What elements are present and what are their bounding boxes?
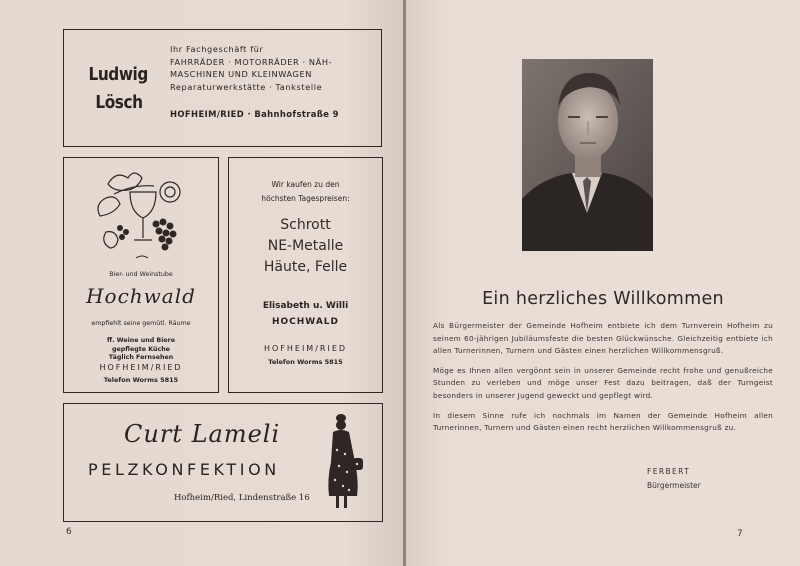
letter-paragraph: In diesem Sinne rufe ich nochmals im Namen der Gemeinde Hofheim allen Turnerinnen, Turnern und Gästen einen recht herzlichen Willkommensgruß zu. — [433, 410, 773, 433]
ad-hochwald-weinstube — [63, 157, 219, 393]
ad-goods-item: Schrott — [280, 217, 331, 233]
ad-subtitle: Bier- und Weinstube — [109, 271, 173, 278]
ad-line: Reparaturwerkstätte · Tankstelle — [170, 81, 323, 92]
ad-business-name: Curt Lameli — [124, 420, 281, 448]
signature-title: Bürgermeister — [647, 481, 701, 490]
ad-address: Hofheim/Ried, Lindenstraße 16 — [174, 493, 310, 503]
letter-paragraph: Als Bürgermeister der Gemeinde Hofheim entbiete ich dem Turnverein Hofheim zu seinem 60-jährigen Jubiläumsfeste die besten Glückwünsche. Gleichzeitig entbiete ich allen Turnerinnen, Turnern und Gästen einen herzlichen Willkommensgruß. — [433, 321, 773, 356]
ad-phone: Telefon Worms 5815 — [268, 358, 343, 366]
ad-city: HOFHEIM/RIED — [99, 363, 183, 372]
welcome-letter — [433, 320, 773, 442]
ad-city: HOFHEIM/RIED — [263, 344, 348, 353]
ad-owner-surname: HOCHWALD — [271, 317, 339, 327]
ad-ludwig-loesch — [63, 29, 382, 147]
page-number: 6 — [66, 527, 72, 537]
ad-business-type: PELZKONFEKTION — [88, 460, 280, 479]
right-page — [406, 0, 800, 566]
ad-owner — [229, 298, 382, 330]
ad-feature: gepflegte Küche — [112, 346, 170, 353]
ad-line: höchsten Tagespreisen: — [261, 194, 350, 203]
wine-glass-grapes-icon — [90, 164, 186, 268]
letter-paragraph: Möge es Ihnen allen vergönnt sein in unserer Gemeinde recht frohe und genußreiche Stunden zu verleben und möge unser Fest dazu beitragen, daß der Turngeist besonders in unserer Jugend geweckt und gepflegt wird. — [433, 365, 773, 400]
ad-goods-item: Häute, Felle — [263, 259, 348, 275]
mayor-portrait-photo — [522, 59, 653, 251]
ad-line: MASCHINEN UND KLEINWAGEN — [170, 69, 312, 79]
ad-tagline: empfiehlt seine gemütl. Räume — [91, 320, 191, 327]
ad-feature: Täglich Fernsehen — [108, 354, 174, 361]
ad-feature: ff. Weine und Biere — [106, 337, 176, 344]
ad-owner-names: Elisabeth u. Willi — [262, 301, 349, 311]
ad-curt-lameli — [63, 403, 383, 522]
ad-business-name: Hochwald — [86, 284, 196, 308]
ad-description — [170, 43, 332, 93]
page-number: 7 — [737, 529, 743, 539]
ad-buy-text — [229, 178, 382, 206]
ad-goods-item: NE-Metalle — [267, 238, 344, 254]
ad-phone: Telefon Worms 5815 — [103, 376, 179, 384]
signature-name: FERBERT — [647, 467, 691, 476]
ad-address: HOFHEIM/RIED · Bahnhofstraße 9 — [170, 109, 339, 119]
ad-owner-last-name: Lösch — [95, 92, 143, 113]
fur-coat-lady-icon — [319, 410, 369, 514]
ad-goods-list — [229, 215, 382, 278]
page-title: Ein herzliches Willkommen — [482, 289, 724, 309]
ad-line: FAHRRÄDER · MOTORRÄDER · NÄH- — [170, 56, 333, 67]
ad-owner-first-name: Ludwig — [88, 64, 148, 85]
ad-line: Wir kaufen zu den — [271, 180, 340, 189]
ad-hochwald-scrap — [228, 157, 383, 393]
ad-line: Ihr Fachgeschäft für — [170, 44, 264, 54]
